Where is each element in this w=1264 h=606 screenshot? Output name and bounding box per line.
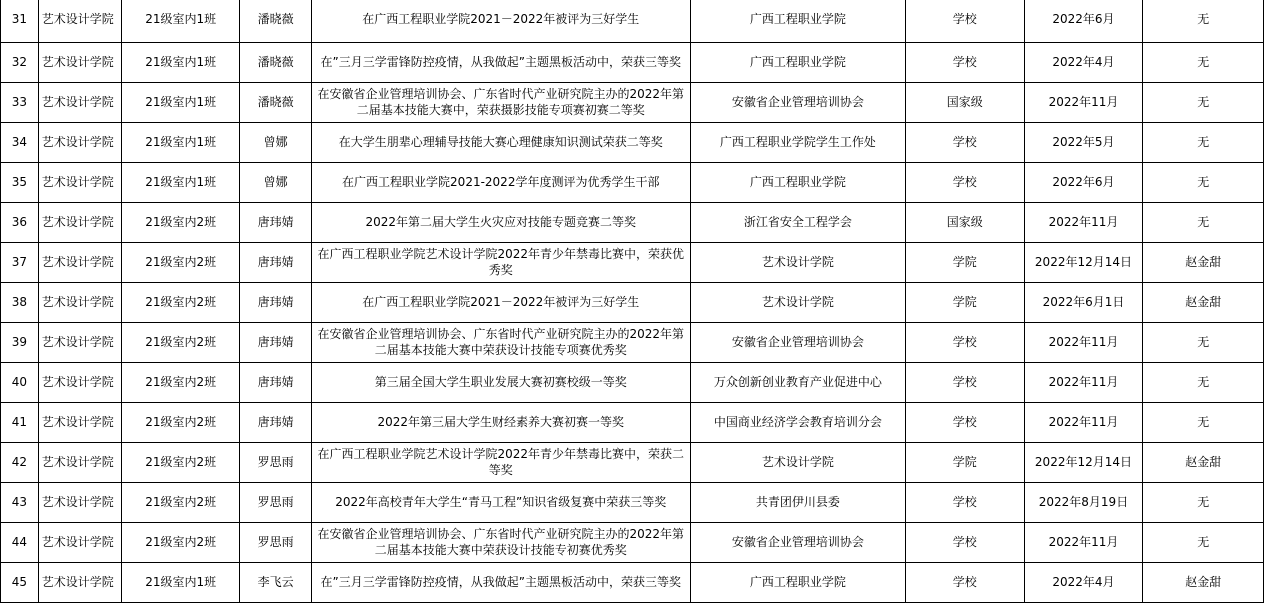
class-text: 21级室内2班	[145, 535, 217, 549]
date-text: 2022年12月14日	[1034, 255, 1133, 269]
award-text: 第三届全国大学生职业发展大赛初赛校级一等奖	[374, 375, 627, 389]
date-cell[interactable]	[1024, 562, 1143, 602]
class-cell[interactable]	[121, 82, 240, 122]
organizer-text: 安徽省企业管理培训协会	[731, 335, 864, 349]
award-text: 在广西工程职业学院艺术设计学院2022年青少年禁毒比赛中，荣获优秀奖	[317, 247, 685, 277]
college-text: 艺术设计学院	[41, 12, 114, 27]
award-cell[interactable]	[311, 482, 690, 522]
award-cell[interactable]	[311, 362, 690, 402]
student-name-cell[interactable]	[240, 42, 311, 82]
date-text: 2022年6月1日	[1042, 295, 1125, 309]
class-cell[interactable]	[121, 562, 240, 602]
level-cell[interactable]	[906, 562, 1025, 602]
class-text: 21级室内2班	[145, 375, 217, 389]
row-number-cell[interactable]	[1, 0, 39, 42]
organizer-text: 万众创新创业教育产业促进中心	[713, 375, 882, 389]
college-cell[interactable]	[38, 42, 121, 82]
table-row	[1, 442, 1264, 482]
teacher-text: 无	[1197, 335, 1210, 349]
award-text: 在广西工程职业学院艺术设计学院2022年青少年禁毒比赛中，荣获二等奖	[317, 447, 685, 477]
level-text: 学校	[952, 415, 977, 429]
college-text: 艺术设计学院	[41, 415, 114, 429]
class-cell[interactable]	[121, 202, 240, 242]
teacher-text: 赵金甜	[1185, 455, 1222, 469]
level-cell[interactable]	[906, 0, 1025, 42]
organizer-text: 艺术设计学院	[761, 295, 834, 309]
level-text: 学校	[952, 375, 977, 389]
level-text: 学校	[952, 495, 977, 509]
row-number-cell[interactable]	[1, 402, 39, 442]
college-text: 艺术设计学院	[41, 215, 114, 229]
teacher-text: 无	[1197, 95, 1210, 109]
date-cell[interactable]	[1024, 482, 1143, 522]
student-name-text: 潘晓薇	[257, 55, 294, 69]
student-name-text: 唐玮婧	[257, 335, 294, 349]
level-text: 学校	[952, 175, 977, 189]
level-cell[interactable]	[906, 402, 1025, 442]
teacher-text: 无	[1197, 55, 1210, 69]
table-row	[1, 162, 1264, 202]
level-cell[interactable]	[906, 442, 1025, 482]
row-number-cell[interactable]	[1, 522, 39, 562]
row-number-text: 44	[11, 535, 28, 549]
class-text: 21级室内2班	[145, 215, 217, 229]
award-text: 在安徽省企业管理培训协会、广东省时代产业研究院主办的2022年第二届基本技能大赛中荣获设计技能专项赛优秀奖	[317, 327, 685, 357]
award-cell[interactable]	[311, 442, 690, 482]
organizer-cell[interactable]	[690, 442, 905, 482]
date-text: 2022年11月	[1048, 215, 1119, 229]
college-cell[interactable]	[38, 202, 121, 242]
class-text: 21级室内1班	[145, 55, 217, 69]
table-body	[1, 0, 1264, 602]
level-text: 学校	[952, 55, 977, 69]
class-cell[interactable]	[121, 42, 240, 82]
level-cell[interactable]	[906, 322, 1025, 362]
college-cell[interactable]	[38, 122, 121, 162]
table-row	[1, 482, 1264, 522]
table-row	[1, 322, 1264, 362]
row-number-cell[interactable]	[1, 82, 39, 122]
college-text: 艺术设计学院	[41, 175, 114, 189]
student-name-text: 潘晓薇	[257, 12, 294, 27]
row-number-cell[interactable]	[1, 562, 39, 602]
date-text: 2022年11月	[1048, 415, 1119, 429]
organizer-cell[interactable]	[690, 122, 905, 162]
row-number-text: 34	[11, 135, 28, 149]
teacher-cell[interactable]	[1143, 202, 1264, 242]
award-cell[interactable]	[311, 202, 690, 242]
date-cell[interactable]	[1024, 162, 1143, 202]
level-text: 学校	[952, 12, 977, 27]
student-name-cell[interactable]	[240, 202, 311, 242]
table-row	[1, 242, 1264, 282]
award-text: 2022年第二届大学生火灾应对技能专题竞赛二等奖	[365, 215, 637, 229]
row-number-cell[interactable]	[1, 42, 39, 82]
date-cell[interactable]	[1024, 202, 1143, 242]
row-number-text: 45	[11, 575, 28, 589]
organizer-cell[interactable]	[690, 82, 905, 122]
level-text: 学校	[952, 575, 977, 589]
organizer-cell[interactable]	[690, 482, 905, 522]
award-cell[interactable]	[311, 0, 690, 42]
row-number-cell[interactable]	[1, 482, 39, 522]
student-name-text: 罗思雨	[257, 455, 294, 469]
teacher-cell[interactable]	[1143, 402, 1264, 442]
college-cell[interactable]	[38, 362, 121, 402]
level-text: 学院	[952, 255, 977, 269]
teacher-cell[interactable]	[1143, 442, 1264, 482]
row-number-cell[interactable]	[1, 282, 39, 322]
student-name-cell[interactable]	[240, 122, 311, 162]
student-name-cell[interactable]	[240, 242, 311, 282]
student-name-text: 唐玮婧	[257, 375, 294, 389]
student-name-cell[interactable]	[240, 0, 311, 42]
organizer-cell[interactable]	[690, 402, 905, 442]
organizer-cell[interactable]	[690, 522, 905, 562]
organizer-text: 广西工程职业学院	[749, 575, 846, 589]
row-number-cell[interactable]	[1, 202, 39, 242]
level-text: 国家级	[946, 95, 983, 109]
teacher-text: 赵金甜	[1185, 575, 1222, 589]
college-text: 艺术设计学院	[41, 295, 114, 309]
date-cell[interactable]	[1024, 362, 1143, 402]
class-cell[interactable]	[121, 242, 240, 282]
award-text: 在广西工程职业学院2021－2022年被评为三好学生	[362, 12, 640, 27]
row-number-text: 36	[11, 215, 28, 229]
student-name-cell[interactable]	[240, 482, 311, 522]
table-row	[1, 122, 1264, 162]
class-text: 21级室内1班	[145, 95, 217, 109]
class-cell[interactable]	[121, 0, 240, 42]
class-text: 21级室内2班	[145, 335, 217, 349]
row-number-cell[interactable]	[1, 242, 39, 282]
teacher-cell[interactable]	[1143, 82, 1264, 122]
organizer-text: 广西工程职业学院	[749, 175, 846, 189]
table-row	[1, 402, 1264, 442]
organizer-text: 中国商业经济学会教育培训分会	[713, 415, 882, 429]
student-name-text: 潘晓薇	[257, 95, 294, 109]
teacher-cell[interactable]	[1143, 362, 1264, 402]
college-text: 艺术设计学院	[41, 335, 114, 349]
organizer-cell[interactable]	[690, 362, 905, 402]
date-text: 2022年11月	[1048, 535, 1119, 549]
student-name-cell[interactable]	[240, 402, 311, 442]
date-text: 2022年4月	[1052, 575, 1115, 589]
table-row	[1, 202, 1264, 242]
level-cell[interactable]	[906, 122, 1025, 162]
date-cell[interactable]	[1024, 322, 1143, 362]
student-name-cell[interactable]	[240, 362, 311, 402]
college-cell[interactable]	[38, 0, 121, 42]
class-cell[interactable]	[121, 282, 240, 322]
organizer-cell[interactable]	[690, 202, 905, 242]
college-cell[interactable]	[38, 562, 121, 602]
date-text: 2022年6月	[1052, 175, 1115, 189]
teacher-cell[interactable]	[1143, 482, 1264, 522]
date-cell[interactable]	[1024, 402, 1143, 442]
organizer-cell[interactable]	[690, 42, 905, 82]
award-text: 在安徽省企业管理培训协会、广东省时代产业研究院主办的2022年第二届基本技能大赛中荣获设计技能专初赛优秀奖	[317, 527, 685, 557]
teacher-cell[interactable]	[1143, 42, 1264, 82]
student-name-cell[interactable]	[240, 82, 311, 122]
row-number-text: 43	[11, 495, 28, 509]
student-name-text: 唐玮婧	[257, 415, 294, 429]
level-text: 学院	[952, 295, 977, 309]
award-cell[interactable]	[311, 162, 690, 202]
class-text: 21级室内1班	[145, 12, 217, 27]
college-cell[interactable]	[38, 162, 121, 202]
teacher-text: 无	[1197, 535, 1210, 549]
row-number-cell[interactable]	[1, 322, 39, 362]
college-cell[interactable]	[38, 482, 121, 522]
row-number-cell[interactable]	[1, 162, 39, 202]
table-row	[1, 282, 1264, 322]
college-cell[interactable]	[38, 522, 121, 562]
student-name-text: 曾娜	[263, 175, 288, 189]
organizer-text: 广西工程职业学院学生工作处	[719, 135, 876, 149]
award-text: 2022年高校青年大学生“青马工程”知识省级复赛中荣获三等奖	[335, 495, 667, 509]
award-cell[interactable]	[311, 282, 690, 322]
level-text: 国家级	[946, 215, 983, 229]
table-row	[1, 522, 1264, 562]
student-name-text: 罗思雨	[257, 495, 294, 509]
organizer-text: 共青团伊川县委	[755, 495, 840, 509]
date-text: 2022年6月	[1052, 12, 1115, 27]
level-cell[interactable]	[906, 362, 1025, 402]
table-row	[1, 82, 1264, 122]
award-cell[interactable]	[311, 322, 690, 362]
teacher-cell[interactable]	[1143, 282, 1264, 322]
award-text: 在安徽省企业管理培训协会、广东省时代产业研究院主办的2022年第二届基本技能大赛中，荣获摄影技能专项赛初赛二等奖	[317, 87, 685, 117]
table-row	[1, 0, 1264, 42]
organizer-cell[interactable]	[690, 282, 905, 322]
level-cell[interactable]	[906, 482, 1025, 522]
college-text: 艺术设计学院	[41, 255, 114, 269]
teacher-cell[interactable]	[1143, 242, 1264, 282]
row-number-text: 41	[11, 415, 28, 429]
organizer-cell[interactable]	[690, 162, 905, 202]
award-cell[interactable]	[311, 242, 690, 282]
class-cell[interactable]	[121, 402, 240, 442]
award-cell[interactable]	[311, 402, 690, 442]
award-text: 在大学生朋辈心理辅导技能大赛心理健康知识测试荣获二等奖	[338, 135, 663, 149]
teacher-text: 无	[1197, 12, 1210, 27]
award-text: 在”三月三学雷锋防控疫情，从我做起”主题黑板活动中，荣获三等奖	[320, 55, 681, 69]
row-number-text: 40	[11, 375, 28, 389]
student-name-cell[interactable]	[240, 162, 311, 202]
row-number-cell[interactable]	[1, 442, 39, 482]
college-cell[interactable]	[38, 442, 121, 482]
row-number-text: 32	[11, 55, 28, 69]
organizer-cell[interactable]	[690, 562, 905, 602]
organizer-cell[interactable]	[690, 0, 905, 42]
row-number-text: 33	[11, 95, 28, 109]
college-text: 艺术设计学院	[41, 135, 114, 149]
teacher-text: 无	[1197, 135, 1210, 149]
level-cell[interactable]	[906, 242, 1025, 282]
date-cell[interactable]	[1024, 282, 1143, 322]
class-cell[interactable]	[121, 442, 240, 482]
teacher-text: 无	[1197, 495, 1210, 509]
row-number-text: 31	[11, 12, 28, 27]
row-number-text: 35	[11, 175, 28, 189]
level-text: 学院	[952, 455, 977, 469]
table-row	[1, 562, 1264, 602]
teacher-text: 无	[1197, 415, 1210, 429]
award-text: 在”三月三学雷锋防控疫情，从我做起”主题黑板活动中，荣获三等奖	[320, 575, 681, 589]
student-name-cell[interactable]	[240, 522, 311, 562]
student-name-text: 罗思雨	[257, 535, 294, 549]
date-text: 2022年11月	[1048, 375, 1119, 389]
class-cell[interactable]	[121, 522, 240, 562]
row-number-text: 37	[11, 255, 28, 269]
class-text: 21级室内2班	[145, 455, 217, 469]
level-cell[interactable]	[906, 202, 1025, 242]
college-cell[interactable]	[38, 242, 121, 282]
date-cell[interactable]	[1024, 0, 1143, 42]
class-text: 21级室内1班	[145, 135, 217, 149]
table-row	[1, 362, 1264, 402]
organizer-cell[interactable]	[690, 242, 905, 282]
college-text: 艺术设计学院	[41, 95, 114, 109]
teacher-cell[interactable]	[1143, 0, 1264, 42]
student-name-cell[interactable]	[240, 562, 311, 602]
student-name-text: 唐玮婧	[257, 255, 294, 269]
student-name-text: 唐玮婧	[257, 295, 294, 309]
class-text: 21级室内2班	[145, 255, 217, 269]
student-name-cell[interactable]	[240, 282, 311, 322]
date-text: 2022年4月	[1052, 55, 1115, 69]
level-cell[interactable]	[906, 282, 1025, 322]
row-number-text: 42	[11, 455, 28, 469]
student-name-cell[interactable]	[240, 442, 311, 482]
teacher-text: 无	[1197, 175, 1210, 189]
teacher-cell[interactable]	[1143, 522, 1264, 562]
teacher-text: 赵金甜	[1185, 295, 1222, 309]
date-cell[interactable]	[1024, 242, 1143, 282]
teacher-text: 赵金甜	[1185, 255, 1222, 269]
teacher-cell[interactable]	[1143, 562, 1264, 602]
row-number-cell[interactable]	[1, 362, 39, 402]
class-cell[interactable]	[121, 122, 240, 162]
row-number-cell[interactable]	[1, 122, 39, 162]
level-text: 学校	[952, 135, 977, 149]
level-cell[interactable]	[906, 522, 1025, 562]
organizer-text: 安徽省企业管理培训协会	[731, 95, 864, 109]
teacher-cell[interactable]	[1143, 122, 1264, 162]
award-cell[interactable]	[311, 562, 690, 602]
teacher-text: 无	[1197, 215, 1210, 229]
college-text: 艺术设计学院	[41, 375, 114, 389]
level-text: 学校	[952, 535, 977, 549]
college-cell[interactable]	[38, 282, 121, 322]
date-cell[interactable]	[1024, 442, 1143, 482]
organizer-text: 艺术设计学院	[761, 255, 834, 269]
college-text: 艺术设计学院	[41, 495, 114, 509]
award-cell[interactable]	[311, 122, 690, 162]
date-text: 2022年11月	[1048, 95, 1119, 109]
college-text: 艺术设计学院	[41, 55, 114, 69]
date-cell[interactable]	[1024, 522, 1143, 562]
class-cell[interactable]	[121, 322, 240, 362]
level-cell[interactable]	[906, 82, 1025, 122]
row-number-text: 38	[11, 295, 28, 309]
table-row	[1, 42, 1264, 82]
class-cell[interactable]	[121, 162, 240, 202]
class-text: 21级室内2班	[145, 495, 217, 509]
teacher-cell[interactable]	[1143, 322, 1264, 362]
organizer-text: 广西工程职业学院	[749, 12, 846, 27]
level-cell[interactable]	[906, 162, 1025, 202]
award-cell[interactable]	[311, 522, 690, 562]
college-cell[interactable]	[38, 82, 121, 122]
class-cell[interactable]	[121, 362, 240, 402]
award-cell[interactable]	[311, 82, 690, 122]
college-cell[interactable]	[38, 322, 121, 362]
date-text: 2022年12月14日	[1034, 455, 1133, 469]
student-name-text: 曾娜	[263, 135, 288, 149]
class-text: 21级室内2班	[145, 295, 217, 309]
date-text: 2022年11月	[1048, 335, 1119, 349]
organizer-text: 广西工程职业学院	[749, 55, 846, 69]
organizer-text: 安徽省企业管理培训协会	[731, 535, 864, 549]
student-name-text: 李飞云	[257, 575, 294, 589]
award-text: 在广西工程职业学院2021－2022年被评为三好学生	[362, 295, 640, 309]
class-text: 21级室内2班	[145, 415, 217, 429]
student-name-text: 唐玮婧	[257, 215, 294, 229]
class-text: 21级室内1班	[145, 575, 217, 589]
teacher-cell[interactable]	[1143, 162, 1264, 202]
teacher-text: 无	[1197, 375, 1210, 389]
award-text: 2022年第三届大学生财经素养大赛初赛一等奖	[377, 415, 625, 429]
organizer-text: 浙江省安全工程学会	[743, 215, 852, 229]
award-text: 在广西工程职业学院2021-2022学年度测评为优秀学生干部	[342, 175, 660, 189]
college-text: 艺术设计学院	[41, 455, 114, 469]
organizer-text: 艺术设计学院	[761, 455, 834, 469]
award-cell[interactable]	[311, 42, 690, 82]
date-text: 2022年5月	[1052, 135, 1115, 149]
date-cell[interactable]	[1024, 82, 1143, 122]
student-name-cell[interactable]	[240, 322, 311, 362]
date-cell[interactable]	[1024, 122, 1143, 162]
college-text: 艺术设计学院	[41, 535, 114, 549]
date-text: 2022年8月19日	[1038, 495, 1129, 509]
row-number-text: 39	[11, 335, 28, 349]
organizer-cell[interactable]	[690, 322, 905, 362]
class-text: 21级室内1班	[145, 175, 217, 189]
college-cell[interactable]	[38, 402, 121, 442]
level-cell[interactable]	[906, 42, 1025, 82]
date-cell[interactable]	[1024, 42, 1143, 82]
class-cell[interactable]	[121, 482, 240, 522]
college-text: 艺术设计学院	[41, 575, 114, 589]
level-text: 学校	[952, 335, 977, 349]
